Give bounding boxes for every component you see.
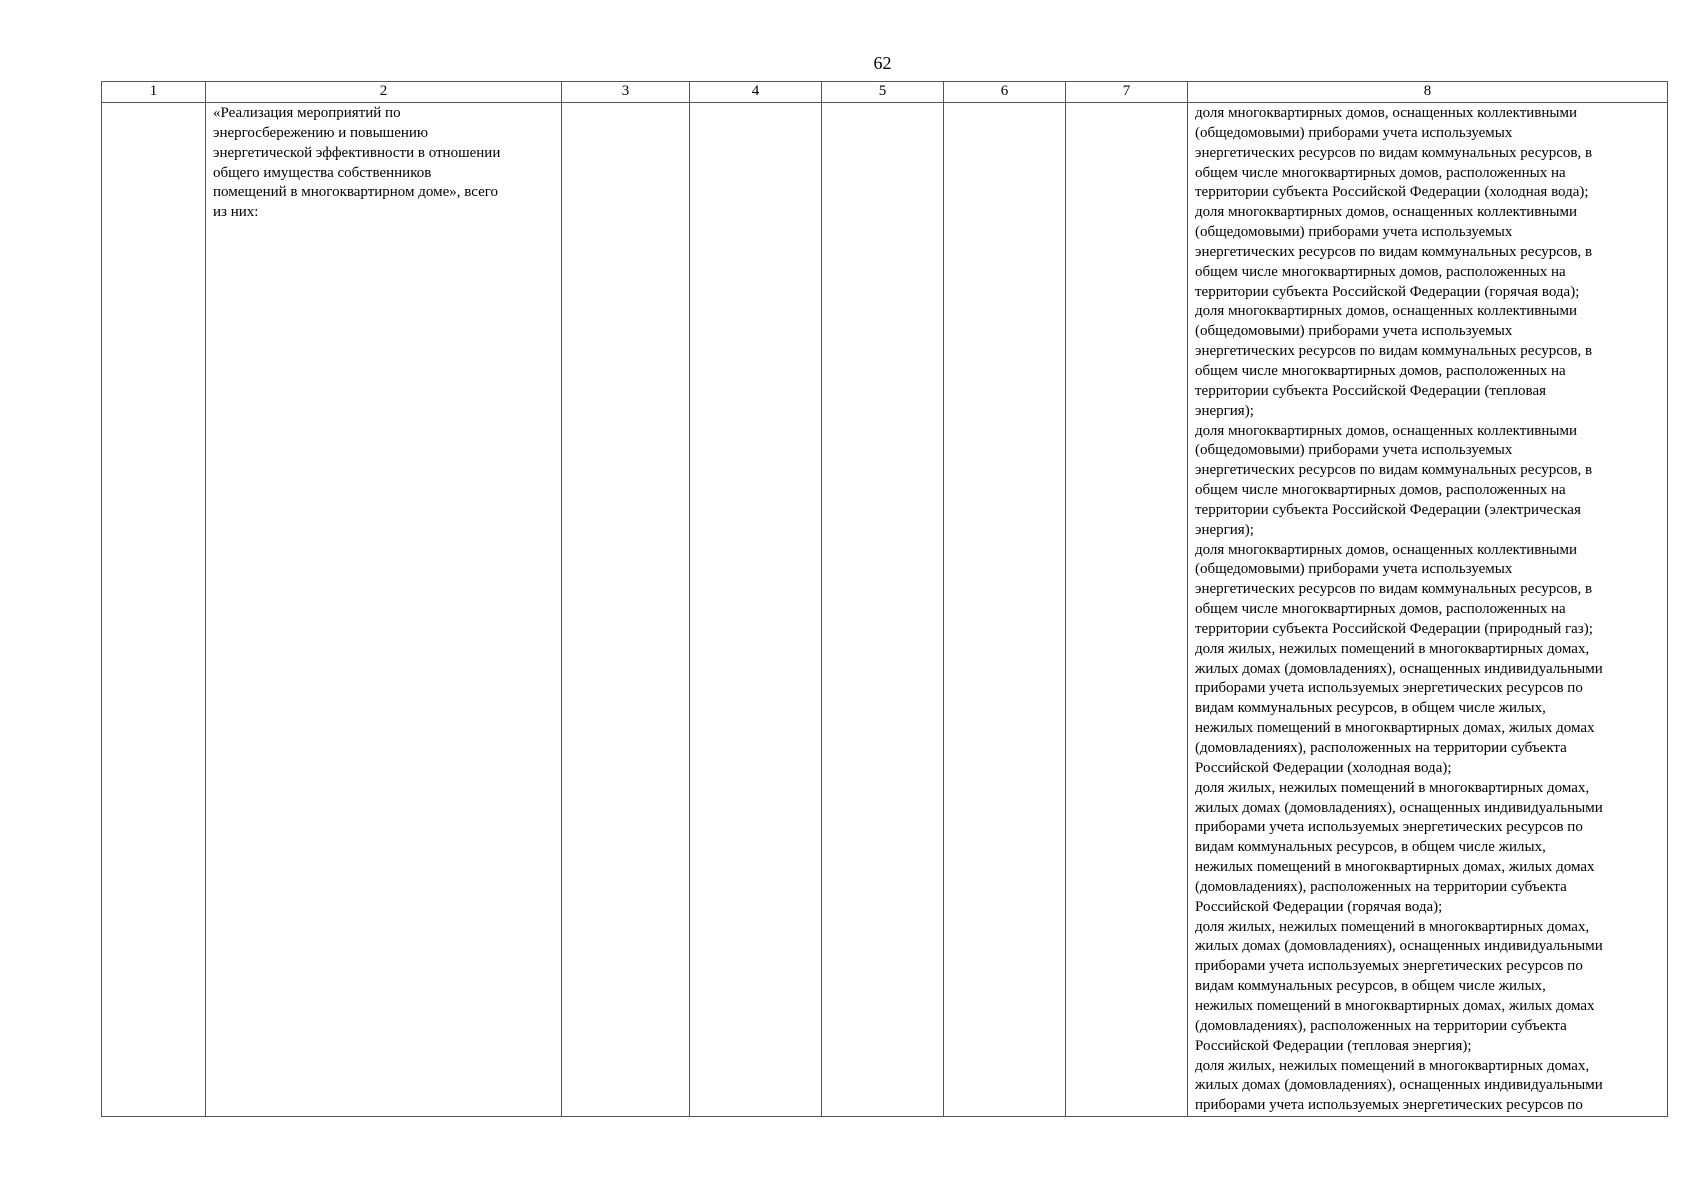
indicator-line: Российской Федерации (холодная вода);	[1195, 759, 1452, 776]
indicator-line: энергетических ресурсов по видам коммунальных ресурсов, в	[1195, 243, 1593, 260]
program-name-line: «Реализация мероприятий по	[213, 105, 401, 121]
indicator-line: жилых домах (домовладениях), оснащенных индивидуальными	[1195, 799, 1603, 816]
indicator-line: (общедомовыми) приборами учета используемых	[1195, 224, 1513, 241]
page-number: 62	[873, 53, 892, 73]
indicator-line: территории субъекта Российской Федерации (горячая вода);	[1195, 283, 1580, 300]
program-name-line: общего имущества собственников	[213, 164, 432, 181]
indicator-line: приборами учета используемых энергетических ресурсов по	[1195, 958, 1583, 975]
indicator-line: доля многоквартирных домов, оснащенных коллективными	[1195, 105, 1578, 121]
header-row	[102, 82, 1668, 103]
indicator-line: Российской Федерации (тепловая энергия);	[1195, 1037, 1472, 1054]
indicator-line: доля многоквартирных домов, оснащенных коллективными	[1195, 541, 1578, 558]
cell-col-2	[206, 103, 562, 1117]
indicator-line: (общедомовыми) приборами учета используемых	[1195, 124, 1513, 141]
cell-col-4	[690, 103, 822, 1117]
indicator-line: приборами учета используемых энергетических ресурсов по	[1195, 680, 1583, 697]
indicator-line: территории субъекта Российской Федерации (тепловая	[1195, 382, 1546, 399]
indicator-line: видам коммунальных ресурсов, в общем числе жилых,	[1195, 839, 1546, 856]
indicator-line: энергия);	[1195, 402, 1254, 419]
indicator-line: общем числе многоквартирных домов, расположенных на	[1195, 263, 1566, 280]
indicator-line: доля жилых, нежилых помещений в многоквартирных домах,	[1195, 918, 1590, 935]
cell-col-7	[1066, 103, 1188, 1117]
indicator-line: приборами учета используемых энергетических ресурсов по	[1195, 819, 1583, 836]
header-col-2: 2	[206, 82, 562, 103]
indicator-line: нежилых помещений в многоквартирных домах, жилых домах	[1195, 997, 1595, 1014]
program-name-line: энергосбережению и повышению	[213, 124, 429, 141]
program-name-line: из них:	[213, 204, 259, 221]
table-row	[102, 103, 1668, 1117]
indicator-line: доля многоквартирных домов, оснащенных коллективными	[1195, 422, 1578, 439]
indicator-line: (общедомовыми) приборами учета используемых	[1195, 561, 1513, 578]
indicator-line: нежилых помещений в многоквартирных домах, жилых домах	[1195, 859, 1595, 876]
indicator-line: доля жилых, нежилых помещений в многоквартирных домах,	[1195, 779, 1590, 796]
indicators-text	[1188, 103, 1667, 1116]
indicator-line: видам коммунальных ресурсов, в общем числе жилых,	[1195, 978, 1546, 995]
indicator-line: доля жилых, нежилых помещений в многоквартирных домах,	[1195, 640, 1590, 657]
indicator-line: энергия);	[1195, 521, 1254, 538]
indicator-line: территории субъекта Российской Федерации (холодная вода);	[1195, 184, 1589, 201]
indicator-line: энергетических ресурсов по видам коммунальных ресурсов, в	[1195, 144, 1593, 161]
header-col-8: 8	[1188, 82, 1668, 103]
indicator-line: (общедомовыми) приборами учета используемых	[1195, 323, 1513, 340]
header-col-3: 3	[562, 82, 690, 103]
header-col-1: 1	[102, 82, 206, 103]
indicator-line: энергетических ресурсов по видам коммунальных ресурсов, в	[1195, 462, 1593, 479]
indicator-line: (домовладениях), расположенных на территории субъекта	[1195, 1017, 1567, 1034]
program-name-line: энергетической эффективности в отношении	[213, 144, 501, 161]
indicator-line: общем числе многоквартирных домов, расположенных на	[1195, 482, 1566, 499]
indicator-line: нежилых помещений в многоквартирных домах, жилых домах	[1195, 720, 1595, 737]
indicator-line: (домовладениях), расположенных на территории субъекта	[1195, 878, 1567, 895]
indicator-line: приборами учета используемых энергетических ресурсов по	[1195, 1097, 1583, 1114]
indicator-line: видам коммунальных ресурсов, в общем числе жилых,	[1195, 700, 1546, 717]
cell-col-6	[944, 103, 1066, 1117]
indicator-table	[101, 81, 1668, 1117]
header-col-5: 5	[822, 82, 944, 103]
indicator-line: доля многоквартирных домов, оснащенных коллективными	[1195, 303, 1578, 320]
indicator-line: энергетических ресурсов по видам коммунальных ресурсов, в	[1195, 581, 1593, 598]
indicator-line: Российской Федерации (горячая вода);	[1195, 898, 1443, 915]
indicator-line: (общедомовыми) приборами учета используемых	[1195, 442, 1513, 459]
cell-col-3	[562, 103, 690, 1117]
program-name-line: помещений в многоквартирном доме», всего	[213, 184, 499, 201]
cell-col-8	[1188, 103, 1668, 1117]
indicator-line: жилых домах (домовладениях), оснащенных индивидуальными	[1195, 660, 1603, 677]
header-col-6: 6	[944, 82, 1066, 103]
indicator-line: общем числе многоквартирных домов, расположенных на	[1195, 164, 1566, 181]
indicator-line: общем числе многоквартирных домов, расположенных на	[1195, 362, 1566, 379]
cell-col-1	[102, 103, 206, 1117]
indicator-line: общем числе многоквартирных домов, расположенных на	[1195, 601, 1566, 618]
indicator-line: территории субъекта Российской Федерации (природный газ);	[1195, 620, 1593, 637]
indicator-line: доля многоквартирных домов, оснащенных коллективными	[1195, 204, 1578, 221]
header-col-4: 4	[690, 82, 822, 103]
indicator-line: (домовладениях), расположенных на территории субъекта	[1195, 740, 1567, 756]
indicator-line: энергетических ресурсов по видам коммунальных ресурсов, в	[1195, 343, 1593, 360]
program-name-text	[206, 103, 561, 223]
indicator-line: территории субъекта Российской Федерации (электрическая	[1195, 501, 1581, 518]
cell-col-5	[822, 103, 944, 1117]
indicator-line: жилых домах (домовладениях), оснащенных индивидуальными	[1195, 1077, 1603, 1094]
header-col-7: 7	[1066, 82, 1188, 103]
indicator-line: доля жилых, нежилых помещений в многоквартирных домах,	[1195, 1057, 1590, 1074]
indicator-line: жилых домах (домовладениях), оснащенных индивидуальными	[1195, 938, 1603, 955]
